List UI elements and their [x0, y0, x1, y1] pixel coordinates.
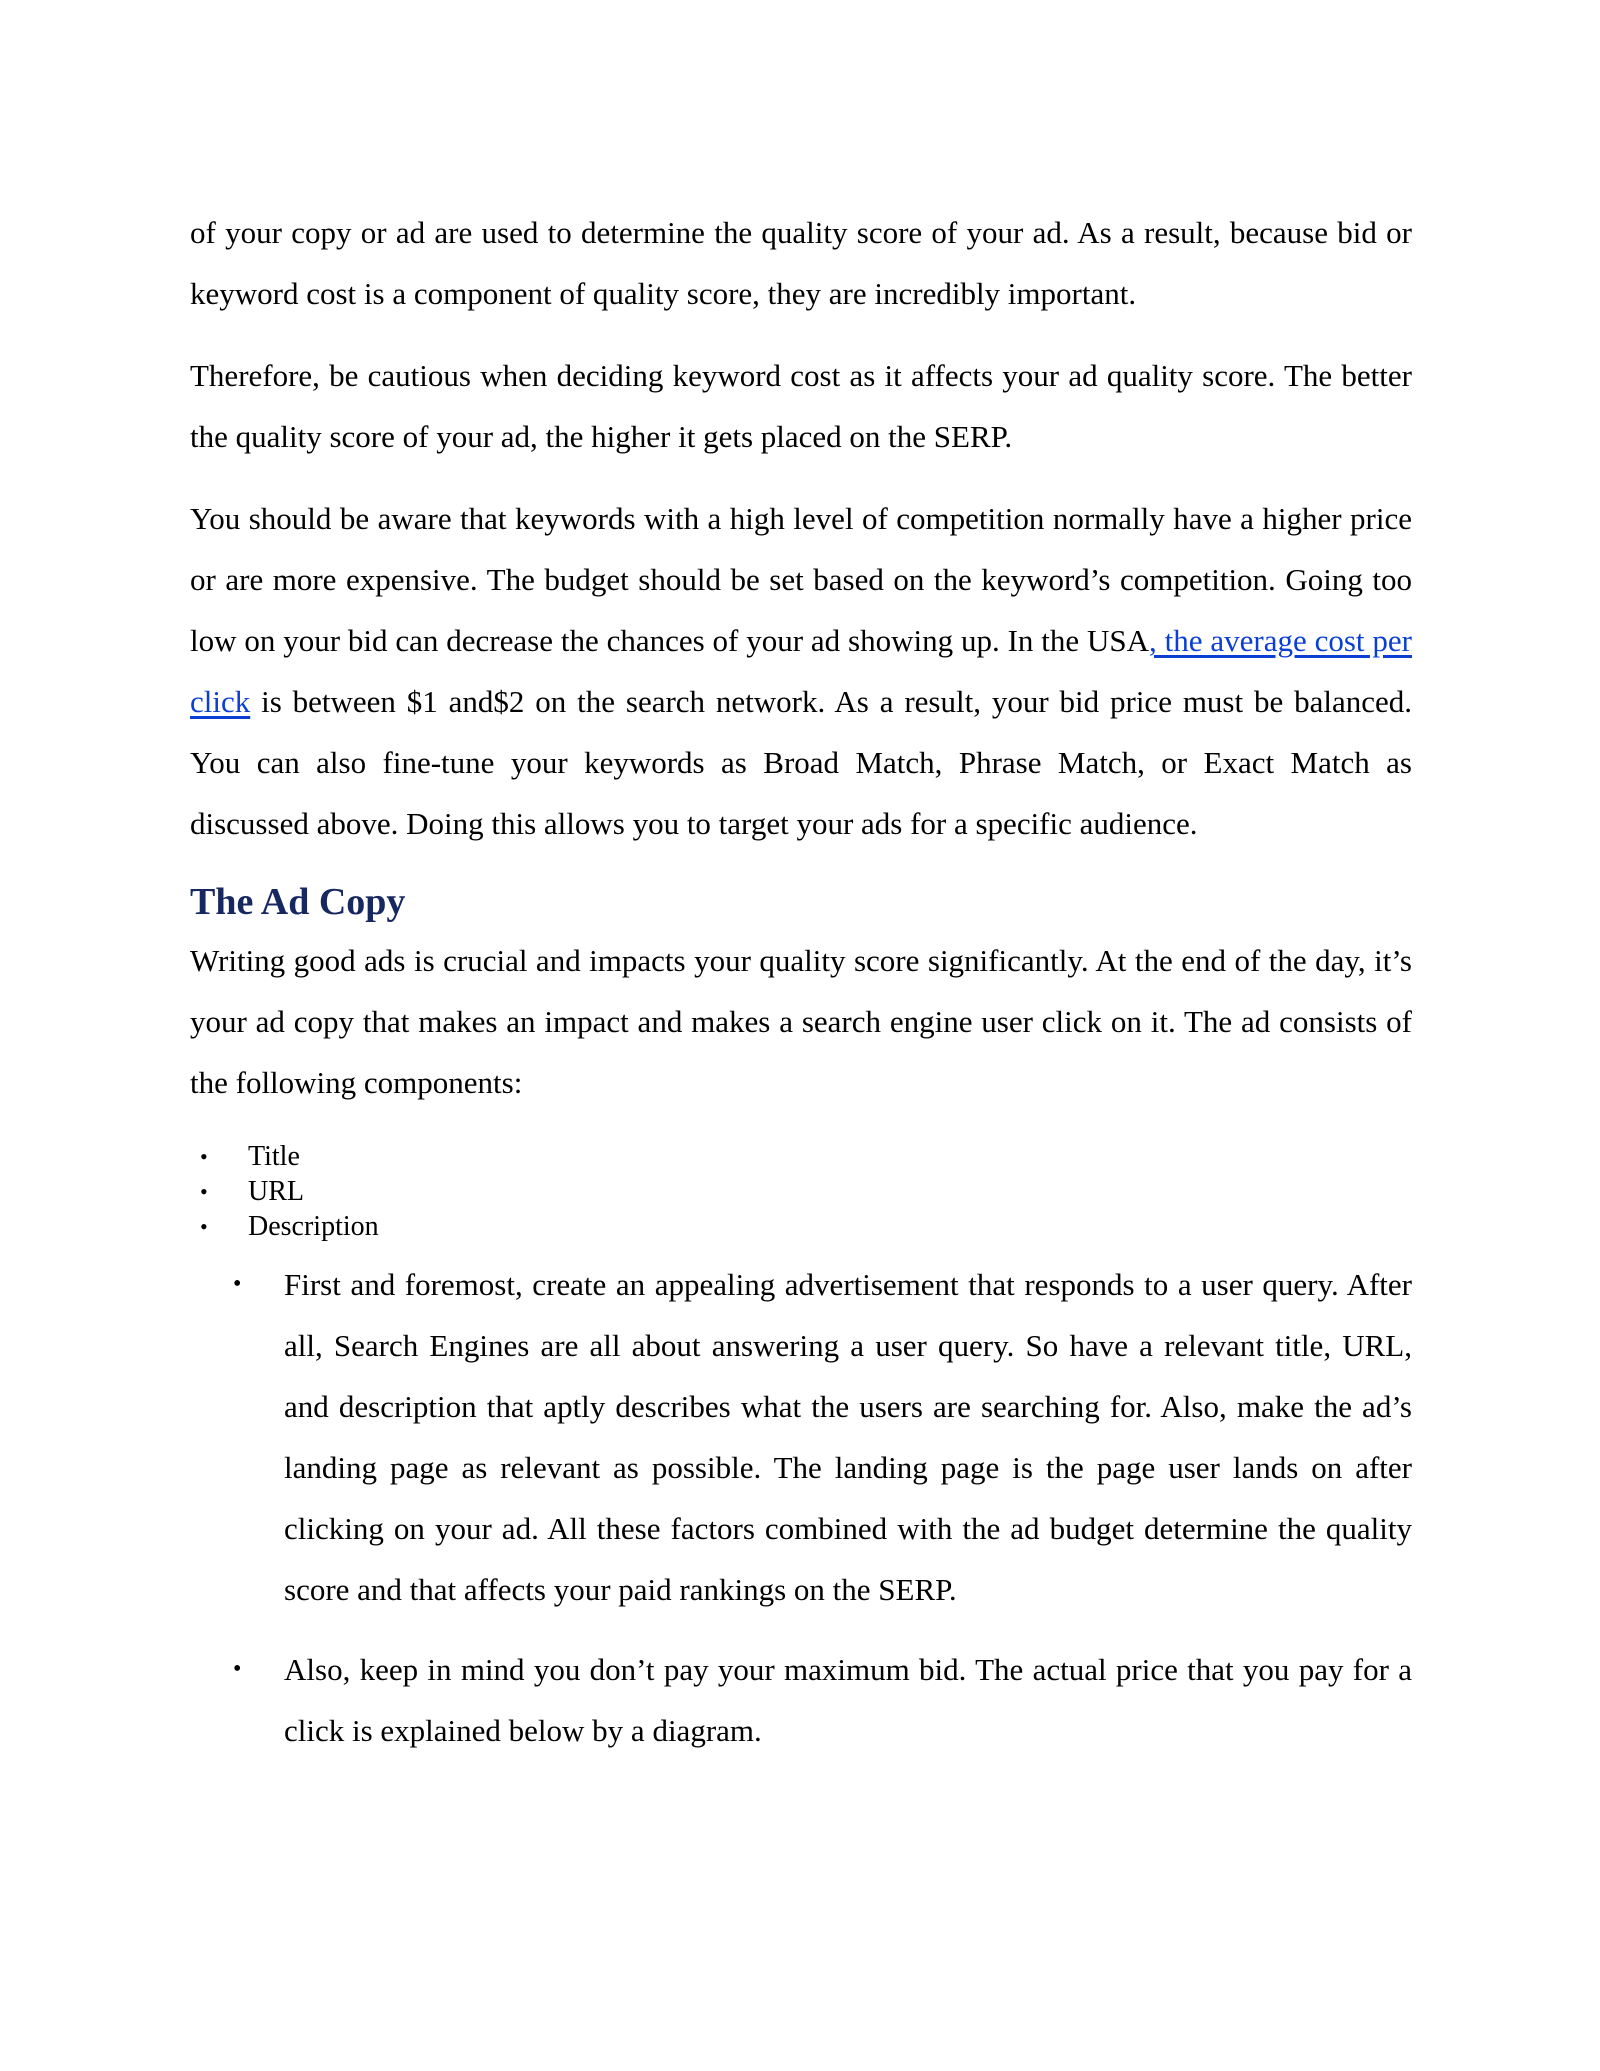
- bullet-icon: •: [200, 1179, 208, 1204]
- document-page: [190, 202, 1412, 1761]
- bullet-icon: •: [233, 1656, 242, 1682]
- paragraph-quality-score: of your copy or ad are used to determine the quality score of your ad. As a result, because bid or keyword cost is a component of quality score, they are incredibly important.: [190, 215, 1412, 311]
- list-item-label: Title: [248, 1141, 300, 1172]
- list-item-label: Description: [248, 1211, 379, 1242]
- paragraph-competition: [190, 488, 1412, 854]
- tip-text: Also, keep in mind you don’t pay your maximum bid. The actual price that you pay for a click is explained below by a diagram.: [284, 1652, 1412, 1748]
- ad-components-list: [190, 1139, 1412, 1244]
- tip-text: First and foremost, create an appealing advertisement that responds to a user query. After all, Search Engines are all about answering a user query. So have a relevant title, URL, and description that aptly describes what the users are searching for. Also, make the ad’s landing page as relevant as possible. The landing page is the page user lands on after clicking on your ad. All these factors combined with the ad budget determine the quality score and that affects your paid rankings on the SERP.: [284, 1267, 1412, 1607]
- ad-tips-list: [190, 1254, 1412, 1761]
- paragraph-competition-text-start: You should be aware that keywords with a high level of competition normally have a higher price or are more expensive. The budget should be set based on the keyword’s competition. Going too low on your bid can decrease the chances of your ad showing up. In the USA: [190, 501, 1412, 658]
- paragraph-ad-copy-intro: Writing good ads is crucial and impacts your quality score significantly. At the end of the day, it’s your ad copy that makes an impact and makes a search engine user click on it. The ad consists of the following components:: [190, 943, 1412, 1100]
- bullet-icon: •: [200, 1144, 208, 1169]
- list-item: [190, 1174, 1412, 1209]
- bullet-icon: •: [233, 1271, 242, 1297]
- list-item: [190, 1139, 1412, 1174]
- average-cost-per-click-link[interactable]: , the average cost per click: [190, 623, 1412, 719]
- list-item: [190, 1639, 1412, 1761]
- paragraph-competition-text-end: is between $1 and$2 on the search network. As a result, your bid price must be balanced. You can also fine-tune your keywords as Broad Match, Phrase Match, or Exact Match as discussed above. Doing this allows you to target your ads for a specific audience.: [190, 684, 1412, 841]
- bullet-icon: •: [200, 1214, 208, 1239]
- paragraph-keyword-cost: Therefore, be cautious when deciding keyword cost as it affects your ad quality score. The better the quality score of your ad, the higher it gets placed on the SERP.: [190, 358, 1412, 454]
- list-item: [190, 1254, 1412, 1620]
- section-heading-ad-copy: The Ad Copy: [190, 881, 406, 923]
- list-item-label: URL: [248, 1176, 304, 1207]
- list-item: [190, 1209, 1412, 1244]
